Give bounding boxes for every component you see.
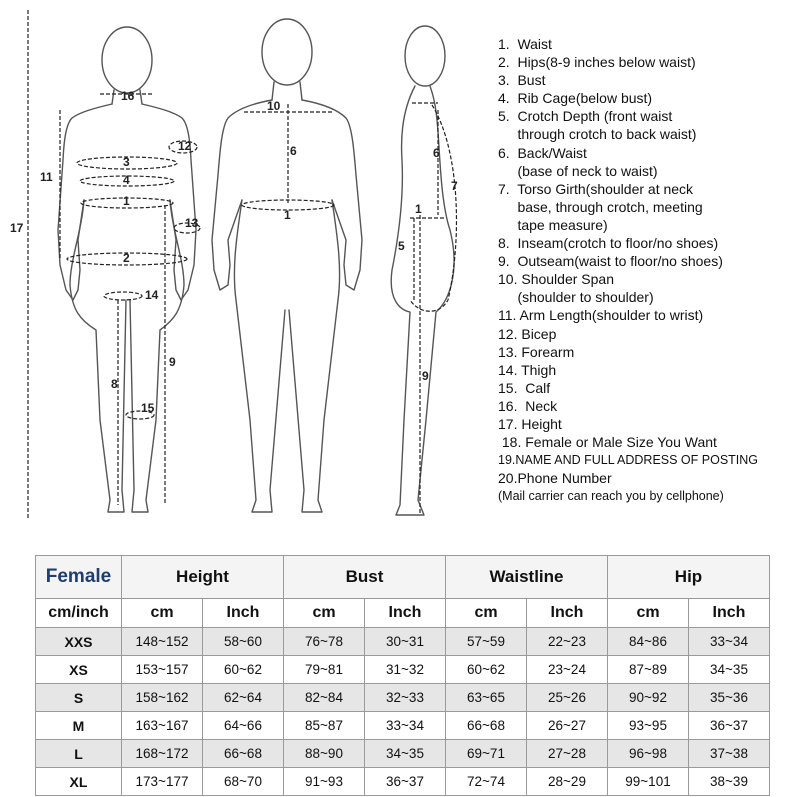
label-waist: 1	[123, 194, 130, 208]
label-side-outseam: 9	[422, 369, 429, 383]
label-arm-length: 11	[40, 170, 53, 184]
table-cell: 72~74	[446, 768, 527, 796]
table-cell: 68~70	[203, 768, 284, 796]
table-cell: 58~60	[203, 628, 284, 656]
table-cell: 173~177	[122, 768, 203, 796]
instruction-line: (Mail carrier can reach you by cellphone)	[498, 489, 724, 504]
instruction-line: (shoulder to shoulder)	[498, 289, 654, 306]
table-cell: 36~37	[365, 768, 446, 796]
table-cell: 22~23	[527, 628, 608, 656]
instruction-line: 17. Height	[498, 415, 562, 432]
size-label: XS	[36, 656, 122, 684]
group-hip: Hip	[608, 556, 770, 599]
instruction-line: (base of neck to waist)	[498, 162, 658, 179]
unit-label: cm/inch	[36, 599, 122, 628]
label-height: 17	[10, 221, 24, 235]
measurement-instructions	[498, 35, 798, 505]
table-row	[36, 628, 770, 656]
instruction-line: base, through crotch, meeting	[498, 198, 703, 215]
instruction-line: 1. Waist	[498, 36, 552, 52]
size-label: XXS	[36, 628, 122, 656]
table-cell: 96~98	[608, 740, 689, 768]
instruction-line: through crotch to back waist)	[498, 126, 697, 143]
table-cell: 60~62	[203, 656, 284, 684]
instruction-line: 16. Neck	[498, 397, 558, 414]
table-cell: 57~59	[446, 628, 527, 656]
table-cell: 36~37	[689, 712, 770, 740]
label-outseam: 9	[169, 355, 176, 369]
table-cell: 25~26	[527, 684, 608, 712]
size-label: L	[36, 740, 122, 768]
table-row	[36, 684, 770, 712]
table-cell: 148~152	[122, 628, 203, 656]
table-cell: 27~28	[527, 740, 608, 768]
table-cell: 23~24	[527, 656, 608, 684]
size-label: XL	[36, 768, 122, 796]
label-inseam: 8	[111, 377, 118, 391]
subheader-cell: cm	[608, 599, 689, 628]
table-cell: 32~33	[365, 684, 446, 712]
size-label: S	[36, 684, 122, 712]
label-shoulder-span: 10	[267, 99, 281, 113]
table-cell: 66~68	[203, 740, 284, 768]
subheader-cell: Inch	[527, 599, 608, 628]
table-cell: 26~27	[527, 712, 608, 740]
instruction-line: 12. Bicep	[498, 325, 557, 342]
table-cell: 34~35	[365, 740, 446, 768]
size-label: M	[36, 712, 122, 740]
table-cell: 69~71	[446, 740, 527, 768]
instruction-line: 8. Inseam(crotch to floor/no shoes)	[498, 235, 719, 252]
instruction-line: 6. Back/Waist	[498, 144, 587, 161]
group-height: Height	[122, 556, 284, 599]
table-cell: 87~89	[608, 656, 689, 684]
label-forearm: 13	[185, 216, 199, 230]
label-calf: 15	[141, 401, 155, 415]
table-corner-female: Female	[36, 556, 122, 599]
label-crotch-depth: 5	[398, 239, 405, 253]
table-cell: 99~101	[608, 768, 689, 796]
label-rib-cage: 4	[123, 173, 130, 187]
instruction-line: 9. Outseam(waist to floor/no shoes)	[498, 253, 723, 270]
table-cell: 168~172	[122, 740, 203, 768]
instruction-line: 11. Arm Length(shoulder to wrist)	[498, 307, 704, 324]
table-cell: 35~36	[689, 684, 770, 712]
instruction-line: 13. Forearm	[498, 343, 575, 360]
side-figure	[391, 26, 454, 515]
label-side-waist: 1	[415, 202, 422, 216]
subheader-cell: cm	[284, 599, 365, 628]
table-cell: 79~81	[284, 656, 365, 684]
table-cell: 158~162	[122, 684, 203, 712]
table-cell: 88~90	[284, 740, 365, 768]
table-cell: 38~39	[689, 768, 770, 796]
table-row	[36, 740, 770, 768]
instruction-line: 7. Torso Girth(shoulder at neck	[498, 180, 694, 197]
table-header-row	[36, 556, 770, 599]
table-cell: 153~157	[122, 656, 203, 684]
label-hips: 2	[123, 251, 130, 265]
label-bicep: 12	[178, 139, 192, 153]
label-back-waist: 6	[290, 144, 297, 158]
instruction-line: 18. Female or Male Size You Want	[498, 434, 717, 451]
table-cell: 33~34	[689, 628, 770, 656]
subheader-cell: cm	[122, 599, 203, 628]
label-neck: 16	[121, 89, 135, 103]
table-cell: 76~78	[284, 628, 365, 656]
table-cell: 63~65	[446, 684, 527, 712]
label-bust: 3	[123, 155, 130, 169]
table-cell: 66~68	[446, 712, 527, 740]
label-thigh: 14	[145, 288, 159, 302]
table-cell: 64~66	[203, 712, 284, 740]
label-side-back: 6	[433, 146, 440, 160]
subheader-cell: Inch	[365, 599, 446, 628]
instruction-line: 20.Phone Number	[498, 470, 612, 487]
instruction-line: 4. Rib Cage(below bust)	[498, 90, 653, 107]
subheader-cell: cm	[446, 599, 527, 628]
table-cell: 82~84	[284, 684, 365, 712]
instruction-line: tape measure)	[498, 216, 608, 233]
table-cell: 34~35	[689, 656, 770, 684]
table-cell: 31~32	[365, 656, 446, 684]
table-cell: 93~95	[608, 712, 689, 740]
back-figure	[212, 19, 362, 512]
instruction-line: 2. Hips(8-9 inches below waist)	[498, 54, 696, 71]
instruction-line: 19.NAME AND FULL ADDRESS OF POSTING	[498, 453, 759, 468]
table-row	[36, 768, 770, 796]
subheader-cell: Inch	[689, 599, 770, 628]
table-cell: 90~92	[608, 684, 689, 712]
group-waistline: Waistline	[446, 556, 608, 599]
instruction-line: 3. Bust	[498, 72, 546, 89]
table-cell: 60~62	[446, 656, 527, 684]
table-cell: 163~167	[122, 712, 203, 740]
table-cell: 37~38	[689, 740, 770, 768]
table-row	[36, 656, 770, 684]
table-cell: 62~64	[203, 684, 284, 712]
instruction-line: 14. Thigh	[498, 361, 557, 378]
table-row	[36, 712, 770, 740]
instruction-line: 15. Calf	[498, 379, 551, 396]
instruction-line: 10. Shoulder Span	[498, 271, 614, 288]
label-torso-girth: 7	[451, 179, 458, 193]
table-subheader-row	[36, 599, 770, 628]
table-cell: 84~86	[608, 628, 689, 656]
subheader-cell: Inch	[203, 599, 284, 628]
table-cell: 91~93	[284, 768, 365, 796]
female-size-table	[35, 555, 770, 796]
label-back-waist-girth: 1	[284, 208, 291, 222]
table-cell: 33~34	[365, 712, 446, 740]
table-cell: 28~29	[527, 768, 608, 796]
group-bust: Bust	[284, 556, 446, 599]
instruction-line: 5. Crotch Depth (front waist	[498, 108, 673, 125]
table-cell: 85~87	[284, 712, 365, 740]
table-cell: 30~31	[365, 628, 446, 656]
